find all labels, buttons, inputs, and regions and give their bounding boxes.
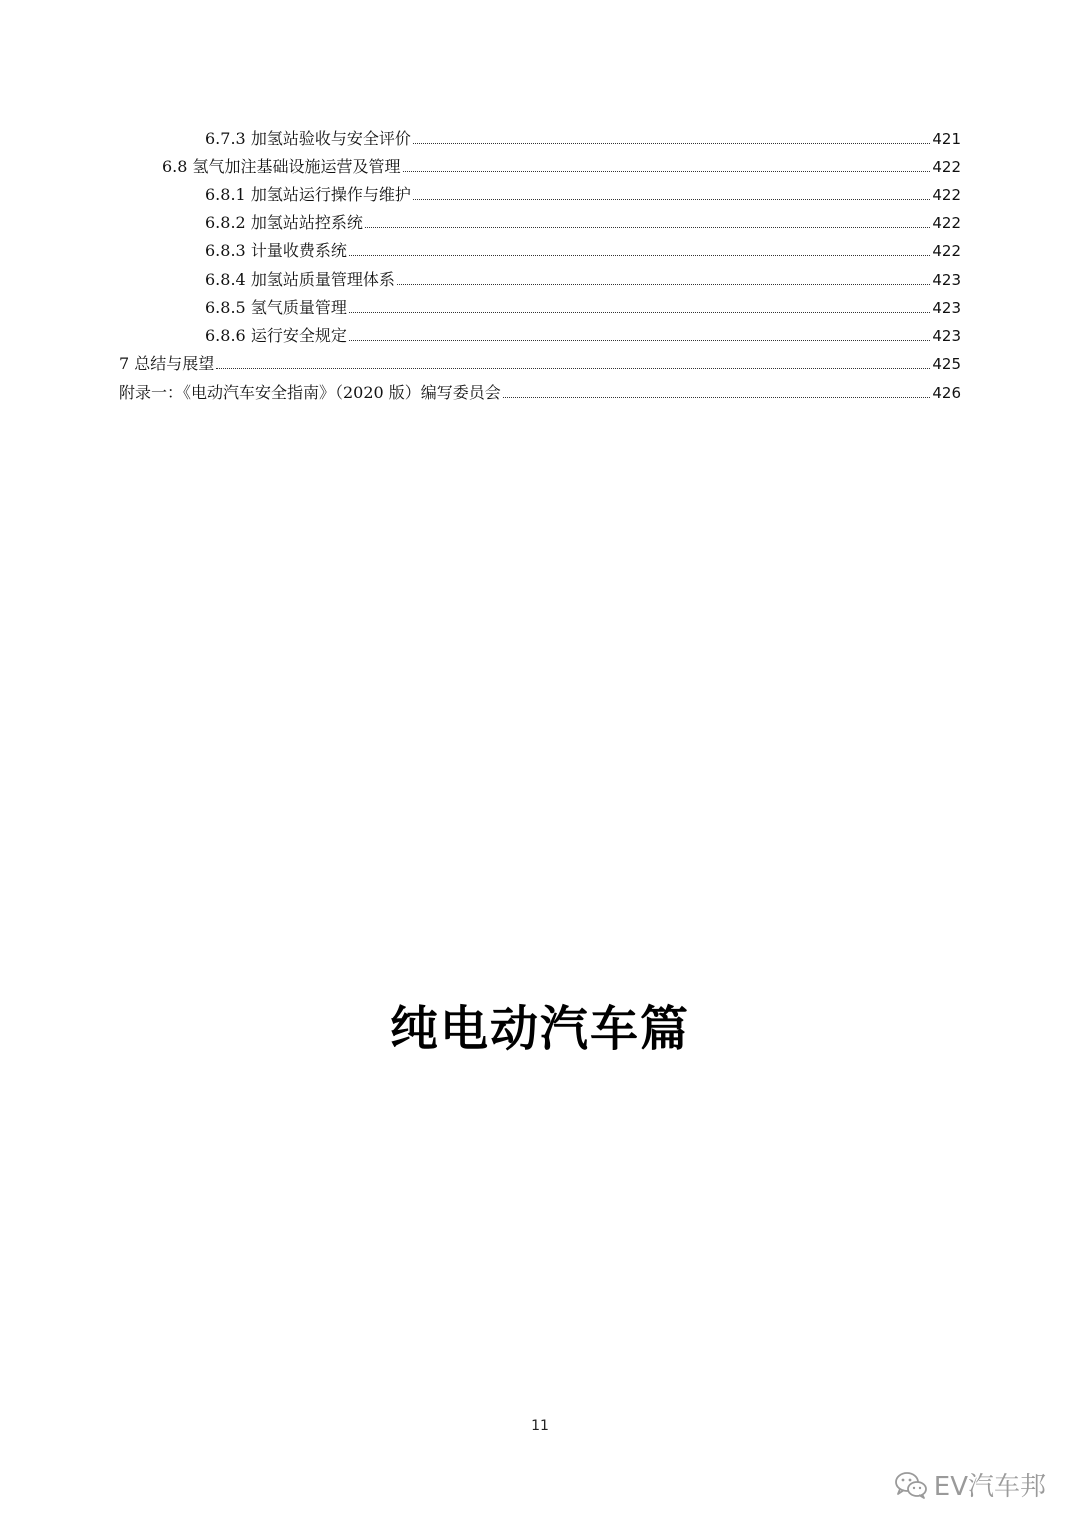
toc-entry-page: 422 [932, 186, 961, 204]
toc-entry[interactable] [205, 290, 961, 318]
toc-entry[interactable] [205, 233, 961, 261]
toc-entry-number: 6.8.5 [205, 298, 246, 317]
toc-entry[interactable] [119, 346, 961, 374]
toc-entry[interactable] [205, 262, 961, 290]
toc-entry-page: 422 [932, 214, 961, 232]
toc-entry-title: 加氢站运行操作与维护 [250, 185, 411, 204]
toc-leader [365, 227, 931, 228]
toc-entry[interactable] [205, 318, 961, 346]
toc-entry-page: 423 [932, 327, 961, 345]
toc-leader [349, 312, 931, 313]
page-number: 11 [531, 1418, 549, 1434]
toc-entry-title: 加氢站验收与安全评价 [250, 129, 411, 148]
toc-entry-title: 氢气加注基础设施运营及管理 [192, 157, 401, 176]
toc-leader [397, 284, 931, 285]
toc-entry-title: 总结与展望 [134, 354, 215, 373]
toc-leader [503, 397, 931, 398]
toc-entry-page: 422 [932, 242, 961, 260]
toc-leader [413, 143, 931, 144]
toc-leader [349, 255, 931, 256]
toc-entry-number: 6.7.3 [205, 129, 246, 148]
toc-entry[interactable] [119, 375, 961, 403]
toc-entry[interactable] [205, 121, 961, 149]
toc-entry-title: 附录一：《电动汽车安全指南》（2020 版）编写委员会 [119, 383, 501, 402]
watermark [894, 1466, 1046, 1503]
toc-entry-title: 加氢站质量管理体系 [250, 270, 395, 289]
toc-entry-page: 422 [932, 158, 961, 176]
toc-leader [216, 368, 930, 369]
toc-entry-title: 运行安全规定 [250, 326, 347, 345]
toc-entry-title: 氢气质量管理 [250, 298, 347, 317]
toc-entry[interactable] [162, 149, 961, 177]
toc-entry[interactable] [205, 205, 961, 233]
toc-entry-number: 6.8.3 [205, 241, 246, 260]
section-title: 纯电动汽车篇 [389, 1001, 690, 1057]
toc-entry-number: 6.8.4 [205, 270, 246, 289]
toc-leader [403, 171, 931, 172]
toc-entry-page: 425 [932, 355, 961, 373]
toc-entry-title: 计量收费系统 [250, 241, 347, 260]
wechat-icon [894, 1470, 928, 1500]
toc-entry-number: 6.8.1 [205, 185, 246, 204]
toc-entry-title: 加氢站站控系统 [250, 213, 363, 232]
toc-leader [413, 199, 931, 200]
toc-entry[interactable] [205, 177, 961, 205]
toc-entry-number: 6.8.6 [205, 326, 246, 345]
toc-leader [349, 340, 931, 341]
watermark-text: EV汽车邦 [933, 1472, 1046, 1502]
toc-entry-number: 6.8.2 [205, 213, 246, 232]
toc-entry-page: 426 [932, 384, 961, 402]
toc-entry-page: 423 [932, 271, 961, 289]
toc-entry-page: 423 [932, 299, 961, 317]
toc-entry-number: 7 [119, 354, 130, 373]
toc-entry-page: 421 [932, 130, 961, 148]
toc-entry-number: 6.8 [162, 157, 188, 176]
